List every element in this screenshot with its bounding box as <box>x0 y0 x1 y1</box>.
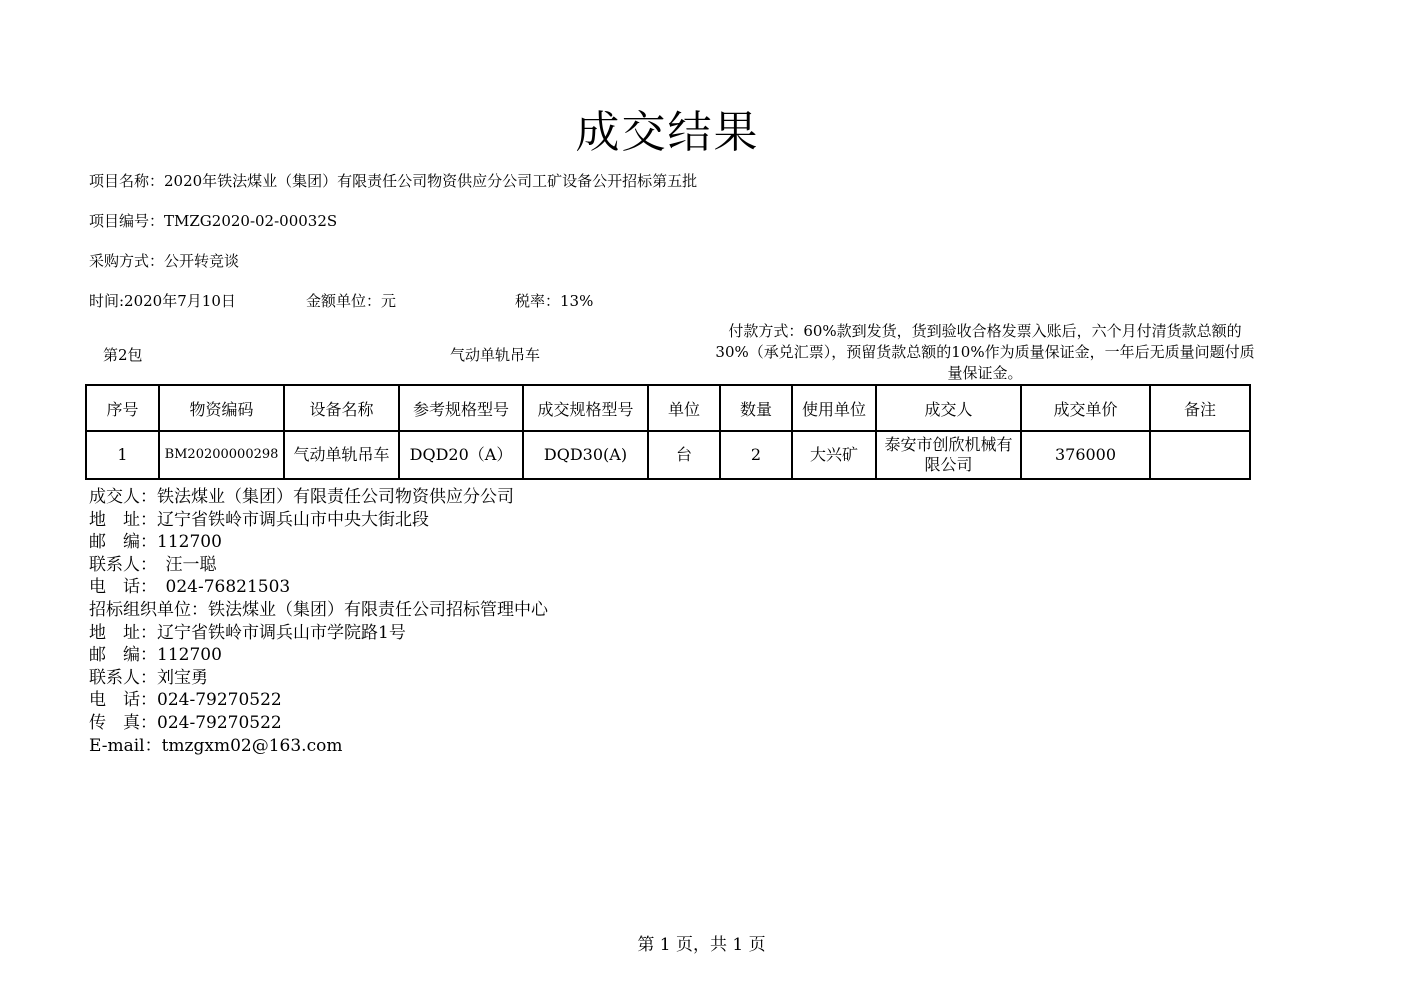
cell-reference-spec: DQD20（A） <box>399 431 523 479</box>
organizer-email: E-mail：tmzgxm02@163.com <box>89 735 343 756</box>
header-cell: 成交人 <box>876 385 1021 431</box>
page-title: 成交结果 <box>575 107 760 158</box>
winner-line: 成交人：铁法煤业（集团）有限责任公司物资供应分公司 <box>89 487 514 507</box>
organizer-contact: 联系人：刘宝勇 <box>89 667 208 688</box>
organizer-phone: 电 话：024-79270522 <box>89 690 282 711</box>
project-number: 项目编号：TMZG2020-02-00032S <box>89 212 338 230</box>
cell-unit: 台 <box>648 431 720 479</box>
cell-winner: 泰安市创欣机械有限公司 <box>876 431 1021 479</box>
table-row <box>86 431 1250 479</box>
winner-address: 地 址：辽宁省铁岭市调兵山市中央大街北段 <box>89 509 429 530</box>
package-number: 第2包 <box>103 346 143 364</box>
header-cell: 单位 <box>648 385 720 431</box>
cell-user-unit: 大兴矿 <box>792 431 876 479</box>
currency-unit: 金额单位：元 <box>306 292 397 310</box>
cell-remarks <box>1150 431 1250 479</box>
header-cell: 参考规格型号 <box>399 385 523 431</box>
header-cell: 设备名称 <box>284 385 399 431</box>
organizer-fax: 传 真：024-79270522 <box>89 712 282 733</box>
cell-equipment-name: 气动单轨吊车 <box>284 431 399 479</box>
header-cell: 数量 <box>720 385 792 431</box>
winner-postcode: 邮 编：112700 <box>89 532 222 553</box>
table-header-row <box>86 385 1250 431</box>
header-cell: 使用单位 <box>792 385 876 431</box>
header-cell: 物资编码 <box>159 385 284 431</box>
cell-material-code: BM20200000298 <box>159 431 284 479</box>
header-cell: 备注 <box>1150 385 1250 431</box>
header-cell: 序号 <box>86 385 159 431</box>
purchase-method: 采购方式：公开转竞谈 <box>89 252 240 270</box>
result-table <box>85 384 1251 480</box>
payment-terms: 付款方式：60%款到发货，货到验收合格发票入账后，六个月付清货款总额的30%（承兑汇票），预留货款总额的10%作为质量保证金，一年后无质量问题付质量保证金。 <box>715 322 1255 382</box>
organizer-address: 地 址：辽宁省铁岭市调兵山市学院路1号 <box>89 622 406 643</box>
contact-block <box>89 486 548 757</box>
organizer-line: 招标组织单位：铁法煤业（集团）有限责任公司招标管理中心 <box>89 599 548 620</box>
winner-phone: 电 话： 024-76821503 <box>89 577 291 598</box>
winner-contact: 联系人： 汪一聪 <box>89 554 217 575</box>
page-footer: 第 1 页，共 1 页 <box>637 935 766 955</box>
date: 时间:2020年7月10日 <box>89 292 236 310</box>
cell-awarded-spec: DQD30(A) <box>523 431 648 479</box>
cell-quantity: 2 <box>720 431 792 479</box>
tax-rate: 税率：13% <box>515 292 594 310</box>
header-cell: 成交规格型号 <box>523 385 648 431</box>
cell-unit-price: 376000 <box>1021 431 1150 479</box>
project-name: 项目名称：2020年铁法煤业（集团）有限责任公司物资供应分公司工矿设备公开招标第五批 <box>89 172 698 190</box>
cell-index: 1 <box>86 431 159 479</box>
package-item: 气动单轨吊车 <box>450 346 541 364</box>
header-cell: 成交单价 <box>1021 385 1150 431</box>
organizer-postcode: 邮 编：112700 <box>89 645 222 666</box>
